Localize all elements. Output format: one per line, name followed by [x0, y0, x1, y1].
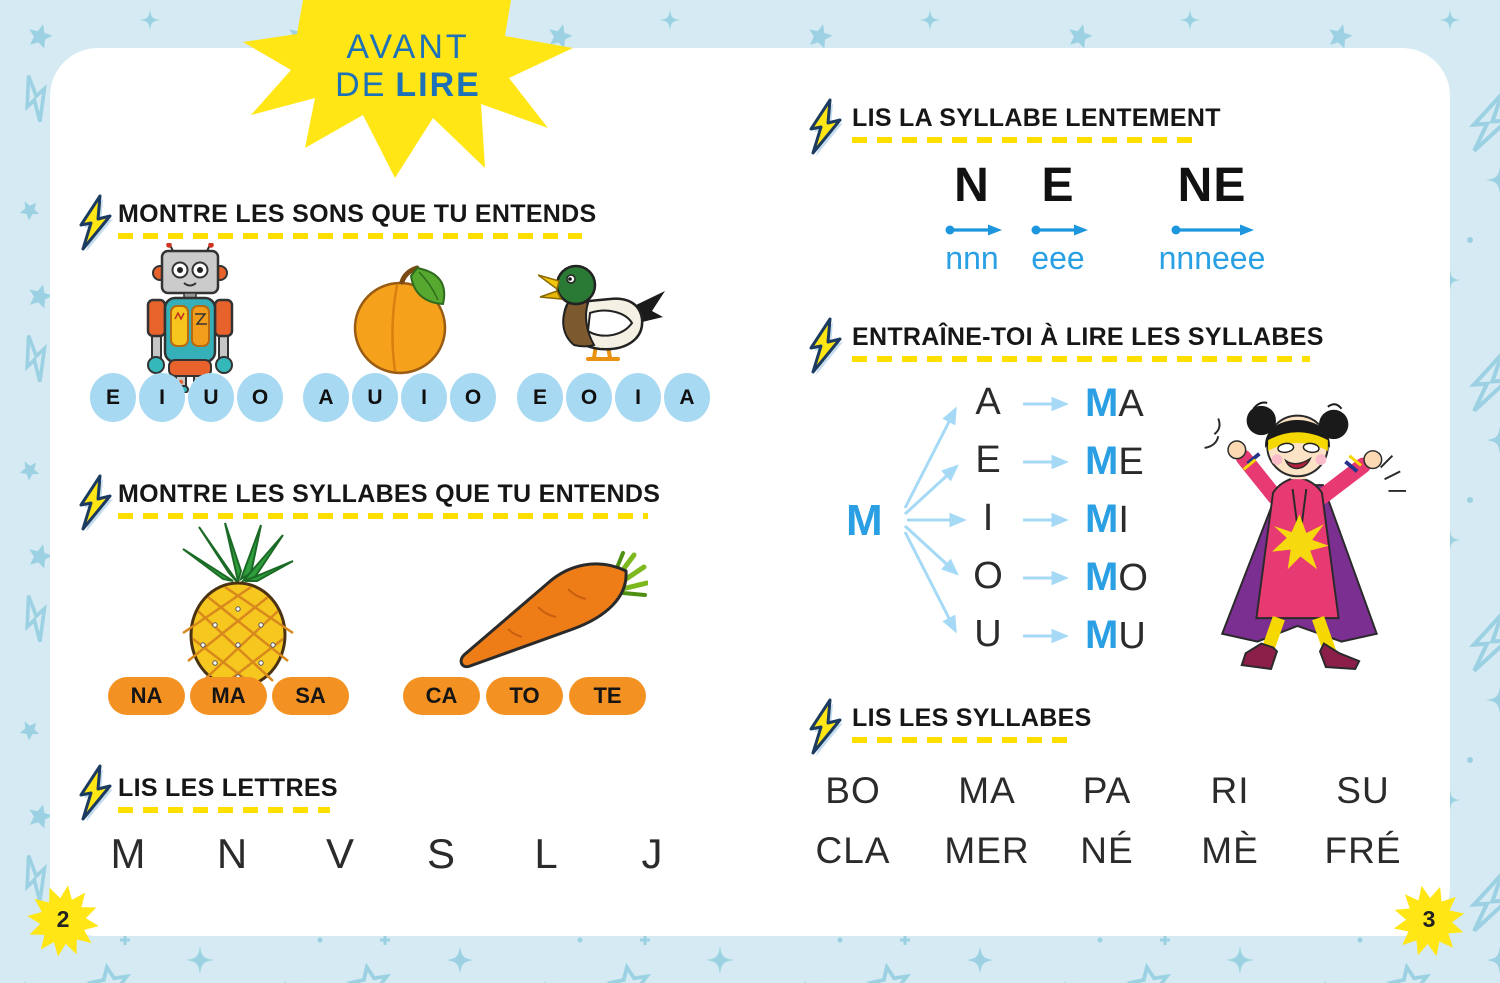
vowel-circle: A: [664, 373, 710, 422]
vowel-circle: O: [450, 373, 496, 422]
lightning-bolt-icon: [74, 472, 118, 534]
fan-vowel: A: [975, 381, 1001, 423]
fan-result: M A: [1085, 381, 1144, 425]
page-number-left: 2: [26, 884, 100, 958]
syllable-pill: TE: [569, 677, 646, 715]
robot-image: [134, 243, 246, 393]
sound-text: nnn: [945, 240, 999, 276]
title-starburst: [243, 0, 573, 178]
dashed-underline: [118, 233, 582, 239]
sound-arrow-icon: [1170, 221, 1256, 239]
sound-text: eee: [1031, 240, 1085, 276]
read-syllable: CLA: [815, 830, 891, 871]
section-title-sounds: MONTRE LES SONS QUE TU ENTENDS: [118, 200, 597, 228]
listening-girl-image: [1185, 392, 1410, 674]
sound-text: nnneee: [1158, 240, 1266, 276]
fan-result: M I: [1085, 497, 1129, 541]
carrot-image: [448, 549, 648, 677]
syllable-pill: TO: [486, 677, 563, 715]
reading-letter: V: [325, 830, 354, 877]
section-title-letters: LIS LES LETTRES: [118, 774, 338, 802]
vowel-circle: I: [139, 373, 185, 422]
duck-image: [538, 255, 668, 367]
vowel-circle: A: [303, 373, 349, 422]
vowel-circle: U: [188, 373, 234, 422]
reading-letter: M: [110, 830, 146, 877]
section-title-slow-read: LIS LA SYLLABE LENTEMENT: [852, 104, 1221, 132]
read-syllable: MER: [944, 830, 1030, 871]
consonant-m: M: [846, 496, 883, 545]
section-title-syllables: MONTRE LES SYLLABES QUE TU ENTENDS: [118, 480, 661, 508]
reading-letter: J: [641, 830, 663, 877]
dashed-underline: [852, 737, 1076, 743]
sound-arrow-icon: [1030, 221, 1090, 239]
read-syllable: NÉ: [1080, 830, 1134, 871]
fan-vowel: U: [974, 613, 1002, 655]
dashed-underline: [118, 807, 330, 813]
read-syllable: RI: [1210, 770, 1250, 811]
sound-arrow-icon: [944, 221, 1004, 239]
dashed-underline: [118, 513, 648, 519]
read-syllable: PA: [1082, 770, 1132, 811]
vowel-circle: O: [237, 373, 283, 422]
read-syllable: SU: [1336, 770, 1390, 811]
reading-letter: N: [216, 830, 248, 877]
reading-letter: L: [534, 830, 558, 877]
vowel-circle: I: [615, 373, 661, 422]
lightning-bolt-icon: [804, 96, 848, 158]
fan-vowel: O: [973, 555, 1003, 597]
vowel-circle: E: [90, 373, 136, 422]
vowel-circle: E: [517, 373, 563, 422]
dashed-underline: [852, 137, 1200, 143]
lightning-bolt-icon: [74, 762, 118, 824]
fan-result: M U: [1085, 613, 1146, 657]
lightning-bolt-icon: [74, 192, 118, 254]
vowel-circle: I: [401, 373, 447, 422]
big-syllable: NE: [1177, 159, 1247, 212]
badge-title-line1: AVANT: [346, 28, 470, 66]
syllable-pill: MA: [190, 677, 267, 715]
dashed-underline: [852, 356, 1310, 362]
vowel-circle: U: [352, 373, 398, 422]
read-syllable: FRÉ: [1324, 830, 1402, 871]
read-syllable: MÈ: [1201, 830, 1259, 871]
lightning-bolt-icon: [804, 696, 848, 758]
fan-vowel: I: [982, 497, 994, 539]
pineapple-image: [163, 521, 313, 689]
vowel-circle: O: [566, 373, 612, 422]
fan-result: M O: [1085, 555, 1148, 599]
fan-result: M E: [1085, 439, 1144, 483]
lightning-bolt-icon: [804, 315, 848, 377]
badge-lire: LIRE: [395, 66, 481, 104]
read-syllable: BO: [825, 770, 881, 811]
badge-title-line2: [243, 66, 573, 105]
apricot-image: [345, 258, 465, 376]
syllable-pill: NA: [108, 677, 185, 715]
syllable-pill: CA: [403, 677, 480, 715]
fan-vowel: E: [975, 439, 1001, 481]
badge-de: DE: [335, 66, 387, 104]
big-syllable: N: [954, 159, 990, 212]
page-number-right: 3: [1392, 884, 1466, 958]
reading-letter: S: [426, 830, 455, 877]
syllable-pill: SA: [272, 677, 349, 715]
big-syllable: E: [1041, 159, 1075, 212]
section-title-practice: ENTRAÎNE-TOI À LIRE LES SYLLABES: [852, 323, 1324, 351]
read-syllable: MA: [958, 770, 1016, 811]
section-title-read-syllables: LIS LES SYLLABES: [852, 704, 1092, 732]
